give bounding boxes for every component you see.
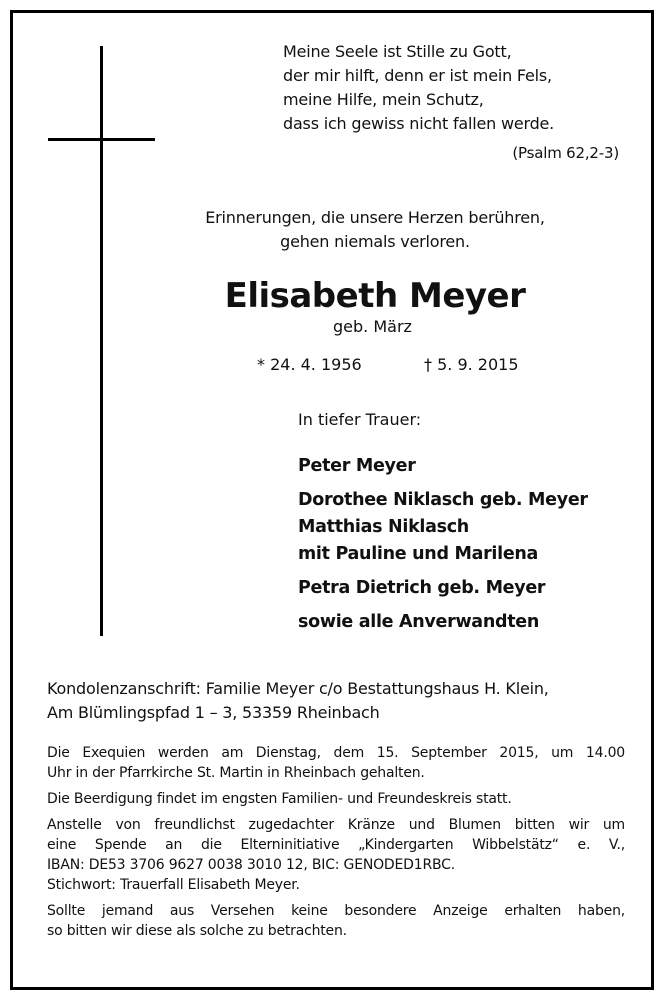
condolence-address	[47, 677, 637, 725]
memory-line: gehen niemals verloren.	[280, 232, 470, 251]
mourner-name: sowie alle Anverwandten	[298, 612, 539, 632]
mourner-name: Petra Dietrich geb. Meyer	[298, 578, 546, 598]
mourning-label: In tiefer Trauer:	[298, 410, 422, 429]
mourner-name: Peter Meyer	[298, 456, 416, 476]
closing-paragraph	[47, 901, 625, 941]
notes-line: IBAN: DE53 3706 9627 0038 3010 12, BIC: GENODED1RBC.	[47, 857, 455, 873]
deceased-name: Elisabeth Meyer	[224, 276, 526, 316]
psalm-line: der mir hilft, denn er ist mein Fels,	[283, 66, 552, 85]
mourners-list	[298, 453, 648, 636]
notes-line: Stichwort: Trauerfall Elisabeth Meyer.	[47, 877, 300, 893]
maiden-name: geb. März	[333, 317, 412, 336]
donation-paragraph	[47, 815, 625, 895]
notes-line: Sollte jemand aus Versehen keine besondere Anzeige erhalten haben,	[47, 903, 625, 919]
mourner-name: Matthias Niklasch	[298, 517, 469, 537]
memory-line: Erinnerungen, die unsere Herzen berühren,	[205, 208, 545, 227]
cross-icon-horizontal-bar	[48, 138, 155, 141]
psalm-reference: (Psalm 62,2-3)	[512, 144, 619, 162]
notes-line: eine Spende an die Elterninitiative „Kindergarten Wibbelstätz“ e. V.,	[47, 837, 625, 853]
notes-line: Anstelle von freundlichst zugedachter Kränze und Blumen bitten wir um	[47, 817, 625, 833]
notes-line: so bitten wir diese als solche zu betrachten.	[47, 923, 347, 939]
psalm-line: dass ich gewiss nicht fallen werde.	[283, 114, 555, 133]
memory-quote	[165, 206, 585, 254]
birth-date: * 24. 4. 1956	[257, 355, 362, 374]
psalm-line: Meine Seele ist Stille zu Gott,	[283, 42, 512, 61]
obituary-notice	[10, 10, 654, 990]
service-notes	[47, 743, 625, 947]
mourner-name: mit Pauline und Marilena	[298, 544, 539, 564]
mourner-name: Dorothee Niklasch geb. Meyer	[298, 490, 588, 510]
psalm-quote	[283, 40, 629, 162]
condolence-line: Kondolenzanschrift: Familie Meyer c/o Bestattungshaus H. Klein,	[47, 679, 549, 698]
notes-line: Uhr in der Pfarrkirche St. Martin in Rheinbach gehalten.	[47, 765, 425, 781]
cross-icon-vertical-bar	[100, 46, 103, 636]
psalm-line: meine Hilfe, mein Schutz,	[283, 90, 484, 109]
condolence-line: Am Blümlingspfad 1 – 3, 53359 Rheinbach	[47, 703, 380, 722]
death-date: † 5. 9. 2015	[424, 355, 519, 374]
exequien-paragraph	[47, 743, 625, 783]
notes-line: Die Exequien werden am Dienstag, dem 15. September 2015, um 14.00	[47, 745, 625, 761]
notes-line: Die Beerdigung findet im engsten Familien- und Freundeskreis statt.	[47, 791, 512, 807]
burial-paragraph	[47, 789, 625, 809]
